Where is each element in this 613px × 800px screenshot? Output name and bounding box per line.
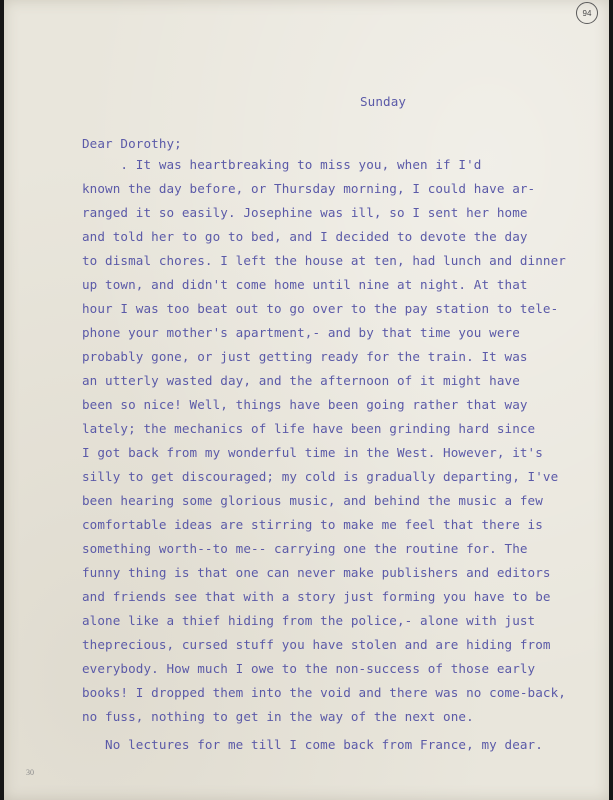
letter-line: an utterly wasted day, and the afternoon of it might have: [82, 373, 520, 388]
letter-date: Sunday: [360, 94, 407, 109]
letter-line: no fuss, nothing to get in the way of the next one.: [82, 709, 474, 724]
letter-line: something worth--to me-- carrying one the routine for. The: [82, 541, 528, 556]
letter-line: known the day before, or Thursday morning, I could have ar-: [82, 181, 536, 196]
archive-mark: 30: [26, 768, 34, 777]
letter-line: and friends see that with a story just forming you have to be: [82, 589, 551, 604]
letter-line: to dismal chores. I left the house at ten, had lunch and dinner: [82, 253, 566, 268]
letter-line: books! I dropped them into the void and there was no come-back,: [82, 685, 566, 700]
letter-line: No lectures for me till I come back from France, my dear.: [82, 737, 543, 752]
letter-page: [4, 0, 609, 800]
letter-line: and told her to go to bed, and I decided to devote the day: [82, 229, 528, 244]
letter-line: lately; the mechanics of life have been grinding hard since: [82, 421, 536, 436]
letter-line: probably gone, or just getting ready for the train. It was: [82, 349, 528, 364]
letter-line: hour I was too beat out to go over to the pay station to tele-: [82, 301, 559, 316]
letter-line: up town, and didn't come home until nine at night. At that: [82, 277, 528, 292]
letter-line: comfortable ideas are stirring to make me feel that there is: [82, 517, 543, 532]
letter-salutation: Dear Dorothy;: [82, 136, 182, 151]
letter-line: everybody. How much I owe to the non-success of those early: [82, 661, 536, 676]
letter-line: been so nice! Well, things have been going rather that way: [82, 397, 528, 412]
letter-line: I got back from my wonderful time in the West. However, it's: [82, 445, 543, 460]
letter-line: funny thing is that one can never make publishers and editors: [82, 565, 551, 580]
letter-line: alone like a thief hiding from the police,- alone with just: [82, 613, 536, 628]
letter-line: ranged it so easily. Josephine was ill, so I sent her home: [82, 205, 528, 220]
page-number: 94: [576, 2, 598, 24]
letter-line: silly to get discouraged; my cold is gradually departing, I've: [82, 469, 559, 484]
letter-line: theprecious, cursed stuff you have stolen and are hiding from: [82, 637, 551, 652]
letter-line: . It was heartbreaking to miss you, when if I'd: [82, 157, 482, 172]
letter-line: phone your mother's apartment,- and by that time you were: [82, 325, 520, 340]
letter-line: been hearing some glorious music, and behind the music a few: [82, 493, 543, 508]
